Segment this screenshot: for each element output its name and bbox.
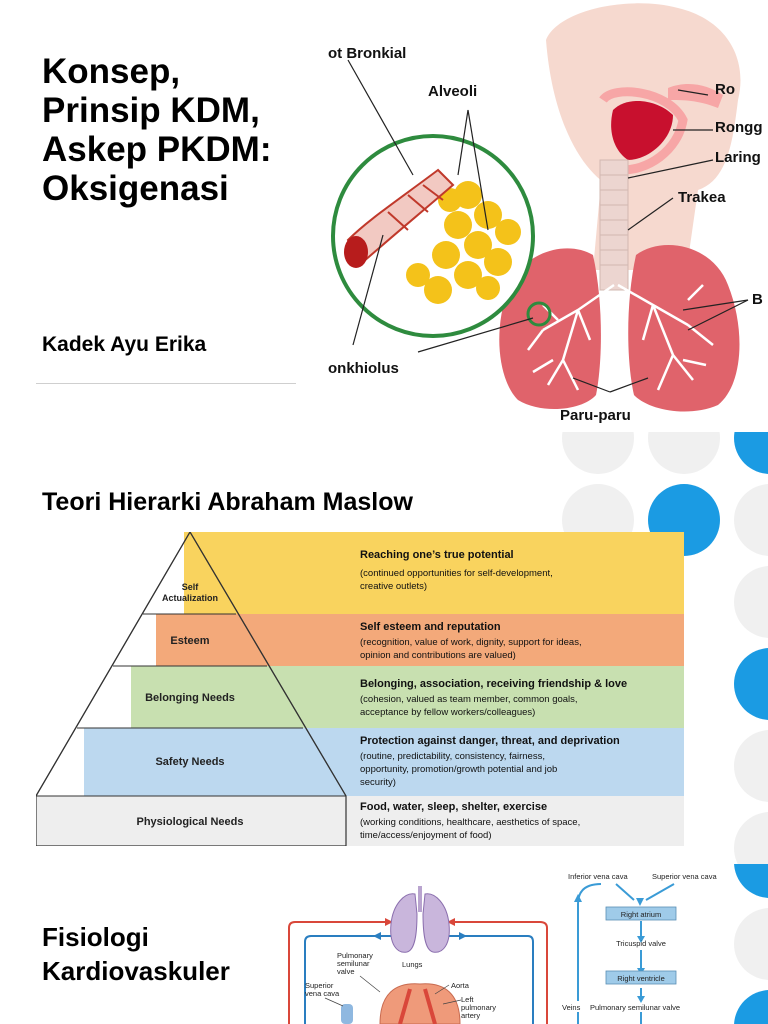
slide-maslow: [0, 432, 768, 864]
level-head: Self esteem and reputation: [360, 621, 501, 633]
decor-dot: [648, 432, 720, 474]
flow-right-atrium: Right atrium: [620, 910, 662, 919]
slide3-title: [42, 920, 272, 988]
decor-dot: [734, 484, 768, 556]
decor-dot: [734, 730, 768, 802]
divider: [36, 383, 296, 384]
title-line: Askep PKDM:: [42, 130, 272, 169]
decor-dot: [734, 566, 768, 638]
label-pulmonary-2: pulmonary: [461, 1003, 497, 1012]
label-bronkhiolus: onkhiolus: [328, 360, 399, 377]
label-paru-paru: Paru-paru: [560, 407, 631, 424]
label-aorta: Aorta: [451, 981, 469, 990]
level-desc: security): [360, 777, 396, 788]
trachea: [600, 160, 628, 290]
label-bronkial: ot Bronkial: [328, 45, 407, 62]
flow-veins: Veins: [562, 1003, 581, 1012]
level-head: Reaching one’s true potential: [360, 549, 514, 561]
flow-superior-vena-cava: Superior vena cava: [652, 872, 717, 881]
level-desc: opinion and contributions are valued): [360, 650, 516, 661]
flow-pulmonary-semilunar: Pulmonary semilunar valve: [590, 1003, 681, 1012]
decor-dot: [734, 990, 768, 1024]
decor-dot: [734, 864, 768, 898]
label-trakea: Trakea: [678, 189, 726, 206]
label-valve: valve: [337, 967, 355, 976]
level-desc: (routine, predictability, consistency, fairness,: [360, 751, 545, 762]
label-laring: Laring: [715, 149, 761, 166]
lungs-icon: [391, 894, 417, 952]
level-name-safety: Safety Needs: [155, 756, 225, 768]
level-desc: (working conditions, healthcare, aesthetics of space,: [360, 817, 581, 828]
label-lungs: Lungs: [402, 960, 423, 969]
maslow-pyramid: [36, 532, 684, 846]
level-desc: (recognition, value of work, dignity, support for ideas,: [360, 637, 582, 648]
decor-dot: [734, 908, 768, 980]
level-name-self: Self: [181, 582, 199, 592]
level-name-belonging: Belonging Needs: [145, 692, 235, 704]
level-desc: (continued opportunities for self-development,: [360, 568, 553, 579]
level-name-esteem: Esteem: [170, 635, 210, 647]
label-pulmonary: Pulmonary: [337, 951, 373, 960]
heart-icon: [380, 984, 460, 1024]
right-lung: [628, 245, 739, 412]
slide-kardiovaskuler: [0, 864, 768, 1024]
bronchiole-opening: [344, 236, 368, 268]
decor-dot: [734, 432, 768, 474]
level-desc: creative outlets): [360, 581, 428, 592]
slide-oksigenasi: [0, 0, 768, 432]
level-head: Belonging, association, receiving friendship & love: [360, 678, 628, 690]
level-desc: opportunity, promotion/growth potential and job: [360, 764, 558, 775]
author-name: Kadek Ayu Erika: [42, 333, 207, 356]
label-artery: artery: [461, 1011, 481, 1020]
label-rongga: Rongg: [715, 119, 763, 136]
level-name-actualization: Actualization: [161, 593, 219, 603]
label-vena-cava: vena cava: [305, 989, 340, 998]
label-b: B: [752, 291, 763, 308]
level-head: Food, water, sleep, shelter, exercise: [360, 801, 548, 813]
title-line: Kardiovaskuler: [42, 956, 230, 986]
title-line: Oksigenasi: [42, 169, 229, 208]
label-alveoli: Alveoli: [428, 83, 478, 100]
label-ro: Ro: [715, 81, 735, 98]
level-desc: time/access/enjoyment of food): [360, 830, 492, 841]
slide2-title: Teori Hierarki Abraham Maslow: [42, 488, 413, 516]
respiratory-system-illustration: [328, 0, 768, 432]
label-semilunar: semilunar: [337, 959, 370, 968]
level-desc: (cohesion, valued as team member, common goals,: [360, 694, 578, 705]
flow-inferior-vena-cava: Inferior vena cava: [568, 872, 628, 881]
slide1-title: [42, 52, 322, 208]
decor-dot: [562, 432, 634, 474]
flow-right-ventricle: Right ventricle: [617, 974, 665, 983]
flow-tricuspid: Tricuspid valve: [616, 939, 666, 948]
title-line: Konsep,: [42, 52, 181, 91]
superior-vena-cava: [341, 1004, 353, 1024]
blood-flow-chart: [556, 864, 736, 1024]
heart-circulation-diagram: [285, 864, 555, 1024]
decor-dot: [734, 648, 768, 720]
label-superior: Superior: [305, 981, 334, 990]
level-desc: acceptance by fellow workers/colleagues): [360, 707, 536, 718]
level-head: Protection against danger, threat, and deprivation: [360, 735, 620, 747]
title-line: Prinsip KDM,: [42, 91, 260, 130]
title-line: Fisiologi: [42, 922, 149, 952]
decor-dot: [734, 812, 768, 864]
label-left: Left: [461, 995, 474, 1004]
level-name-physiological: Physiological Needs: [136, 816, 244, 828]
